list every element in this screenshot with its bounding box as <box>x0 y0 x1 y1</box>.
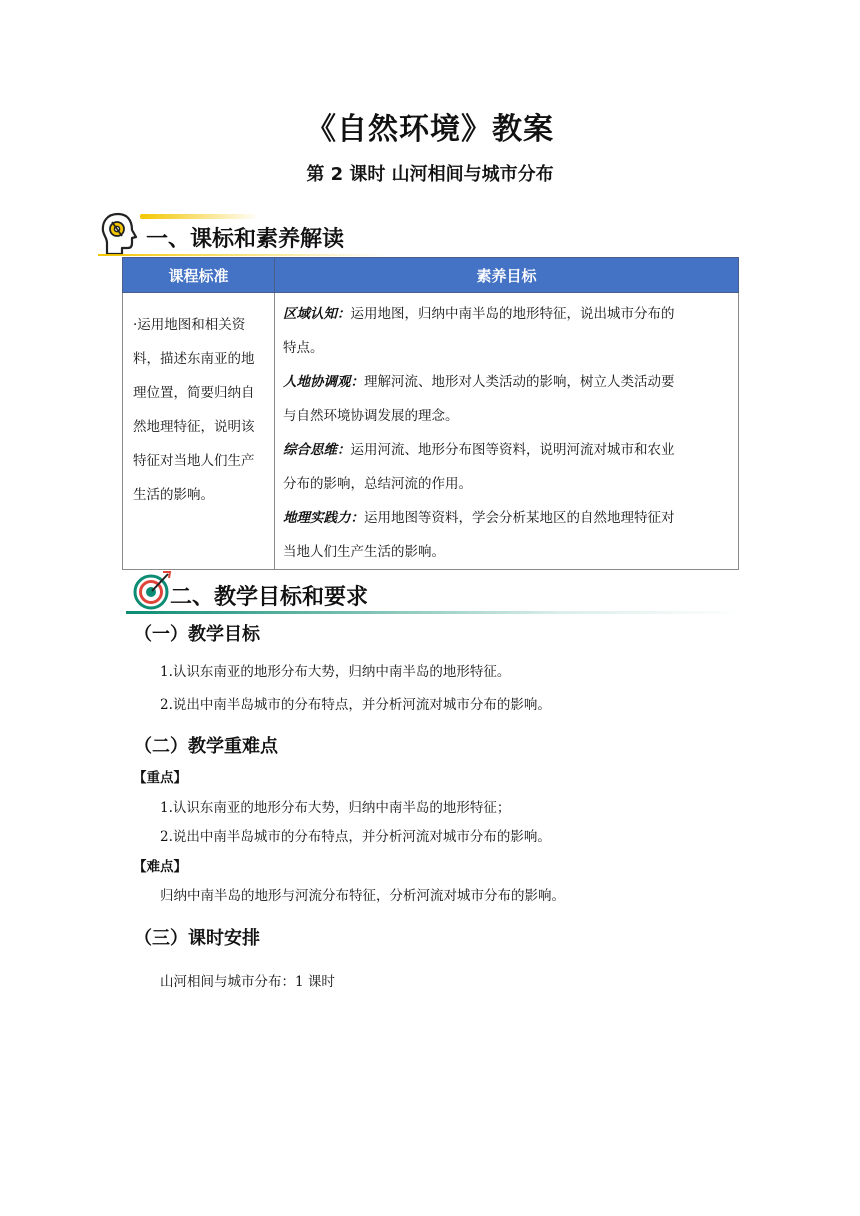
key-points-label: 【重点】 <box>133 770 187 786</box>
list-item: 2.说出中南半岛城市的分布特点，并分析河流对城市分布的影响。 <box>160 829 551 845</box>
table-header-goals: 素养目标 <box>275 258 739 293</box>
list-item: 1.认识东南亚的地形分布大势，归纳中南半岛的地形特征； <box>160 800 511 816</box>
document-title: 《自然环境》教案 <box>306 112 554 147</box>
goal-item-cont: 与自然环境协调发展的理念。 <box>283 408 459 424</box>
list-item: 归纳中南半岛的地形与河流分布特征，分析河流对城市分布的影响。 <box>160 888 565 904</box>
head-gear-icon <box>98 210 140 258</box>
goal-item: 区域认知：运用地图，归纳中南半岛的地形特征，说出城市分布的 <box>283 306 675 322</box>
goal-item: 综合思维：运用河流、地形分布图等资料，说明河流对城市和农业 <box>283 442 675 458</box>
table-header-standard: 课程标准 <box>123 258 275 293</box>
standard-line: 理位置，简要归纳自 <box>133 385 255 401</box>
table-header-row <box>123 258 739 293</box>
goal-item: 地理实践力：运用地图等资料，学会分析某地区的自然地理特征对 <box>283 510 675 526</box>
subsection-title: （一）教学目标 <box>134 624 260 645</box>
list-item: 1.认识东南亚的地形分布大势，归纳中南半岛的地形特征。 <box>160 664 511 680</box>
subsection-title: （三）课时安排 <box>134 928 260 949</box>
list-item: 山河相间与城市分布：1 课时 <box>160 974 335 990</box>
standard-cell <box>123 293 275 570</box>
list-item: 2.说出中南半岛城市的分布特点，并分析河流对城市分布的影响。 <box>160 697 551 713</box>
standard-line: 生活的影响。 <box>133 487 214 503</box>
section-accent-bar <box>140 214 260 219</box>
document-subtitle: 第 2 课时 山河相间与城市分布 <box>306 164 554 185</box>
standard-line: 然地理特征，说明该 <box>133 419 255 435</box>
target-icon <box>132 568 174 612</box>
goal-item-cont: 特点。 <box>283 340 324 356</box>
section-accent-bar <box>126 611 746 614</box>
standard-line: 特征对当地人们生产 <box>133 453 255 469</box>
standards-table <box>122 257 739 570</box>
difficulties-label: 【难点】 <box>133 859 187 875</box>
goal-item: 人地协调观：理解河流、地形对人类活动的影响，树立人类活动要 <box>283 374 675 390</box>
standard-line: 料，描述东南亚的地 <box>133 351 255 367</box>
goal-item-cont: 当地人们生产生活的影响。 <box>283 544 445 560</box>
section-title: 一、课标和素养解读 <box>146 227 345 252</box>
section-underline <box>98 254 388 256</box>
subsection-title: （二）教学重难点 <box>134 736 278 757</box>
goal-item-cont: 分布的影响，总结河流的作用。 <box>283 476 472 492</box>
section-title: 二、教学目标和要求 <box>170 585 369 610</box>
goals-cell <box>275 293 739 570</box>
table-row <box>123 293 739 570</box>
standard-line: ·运用地图和相关资 <box>133 317 246 333</box>
